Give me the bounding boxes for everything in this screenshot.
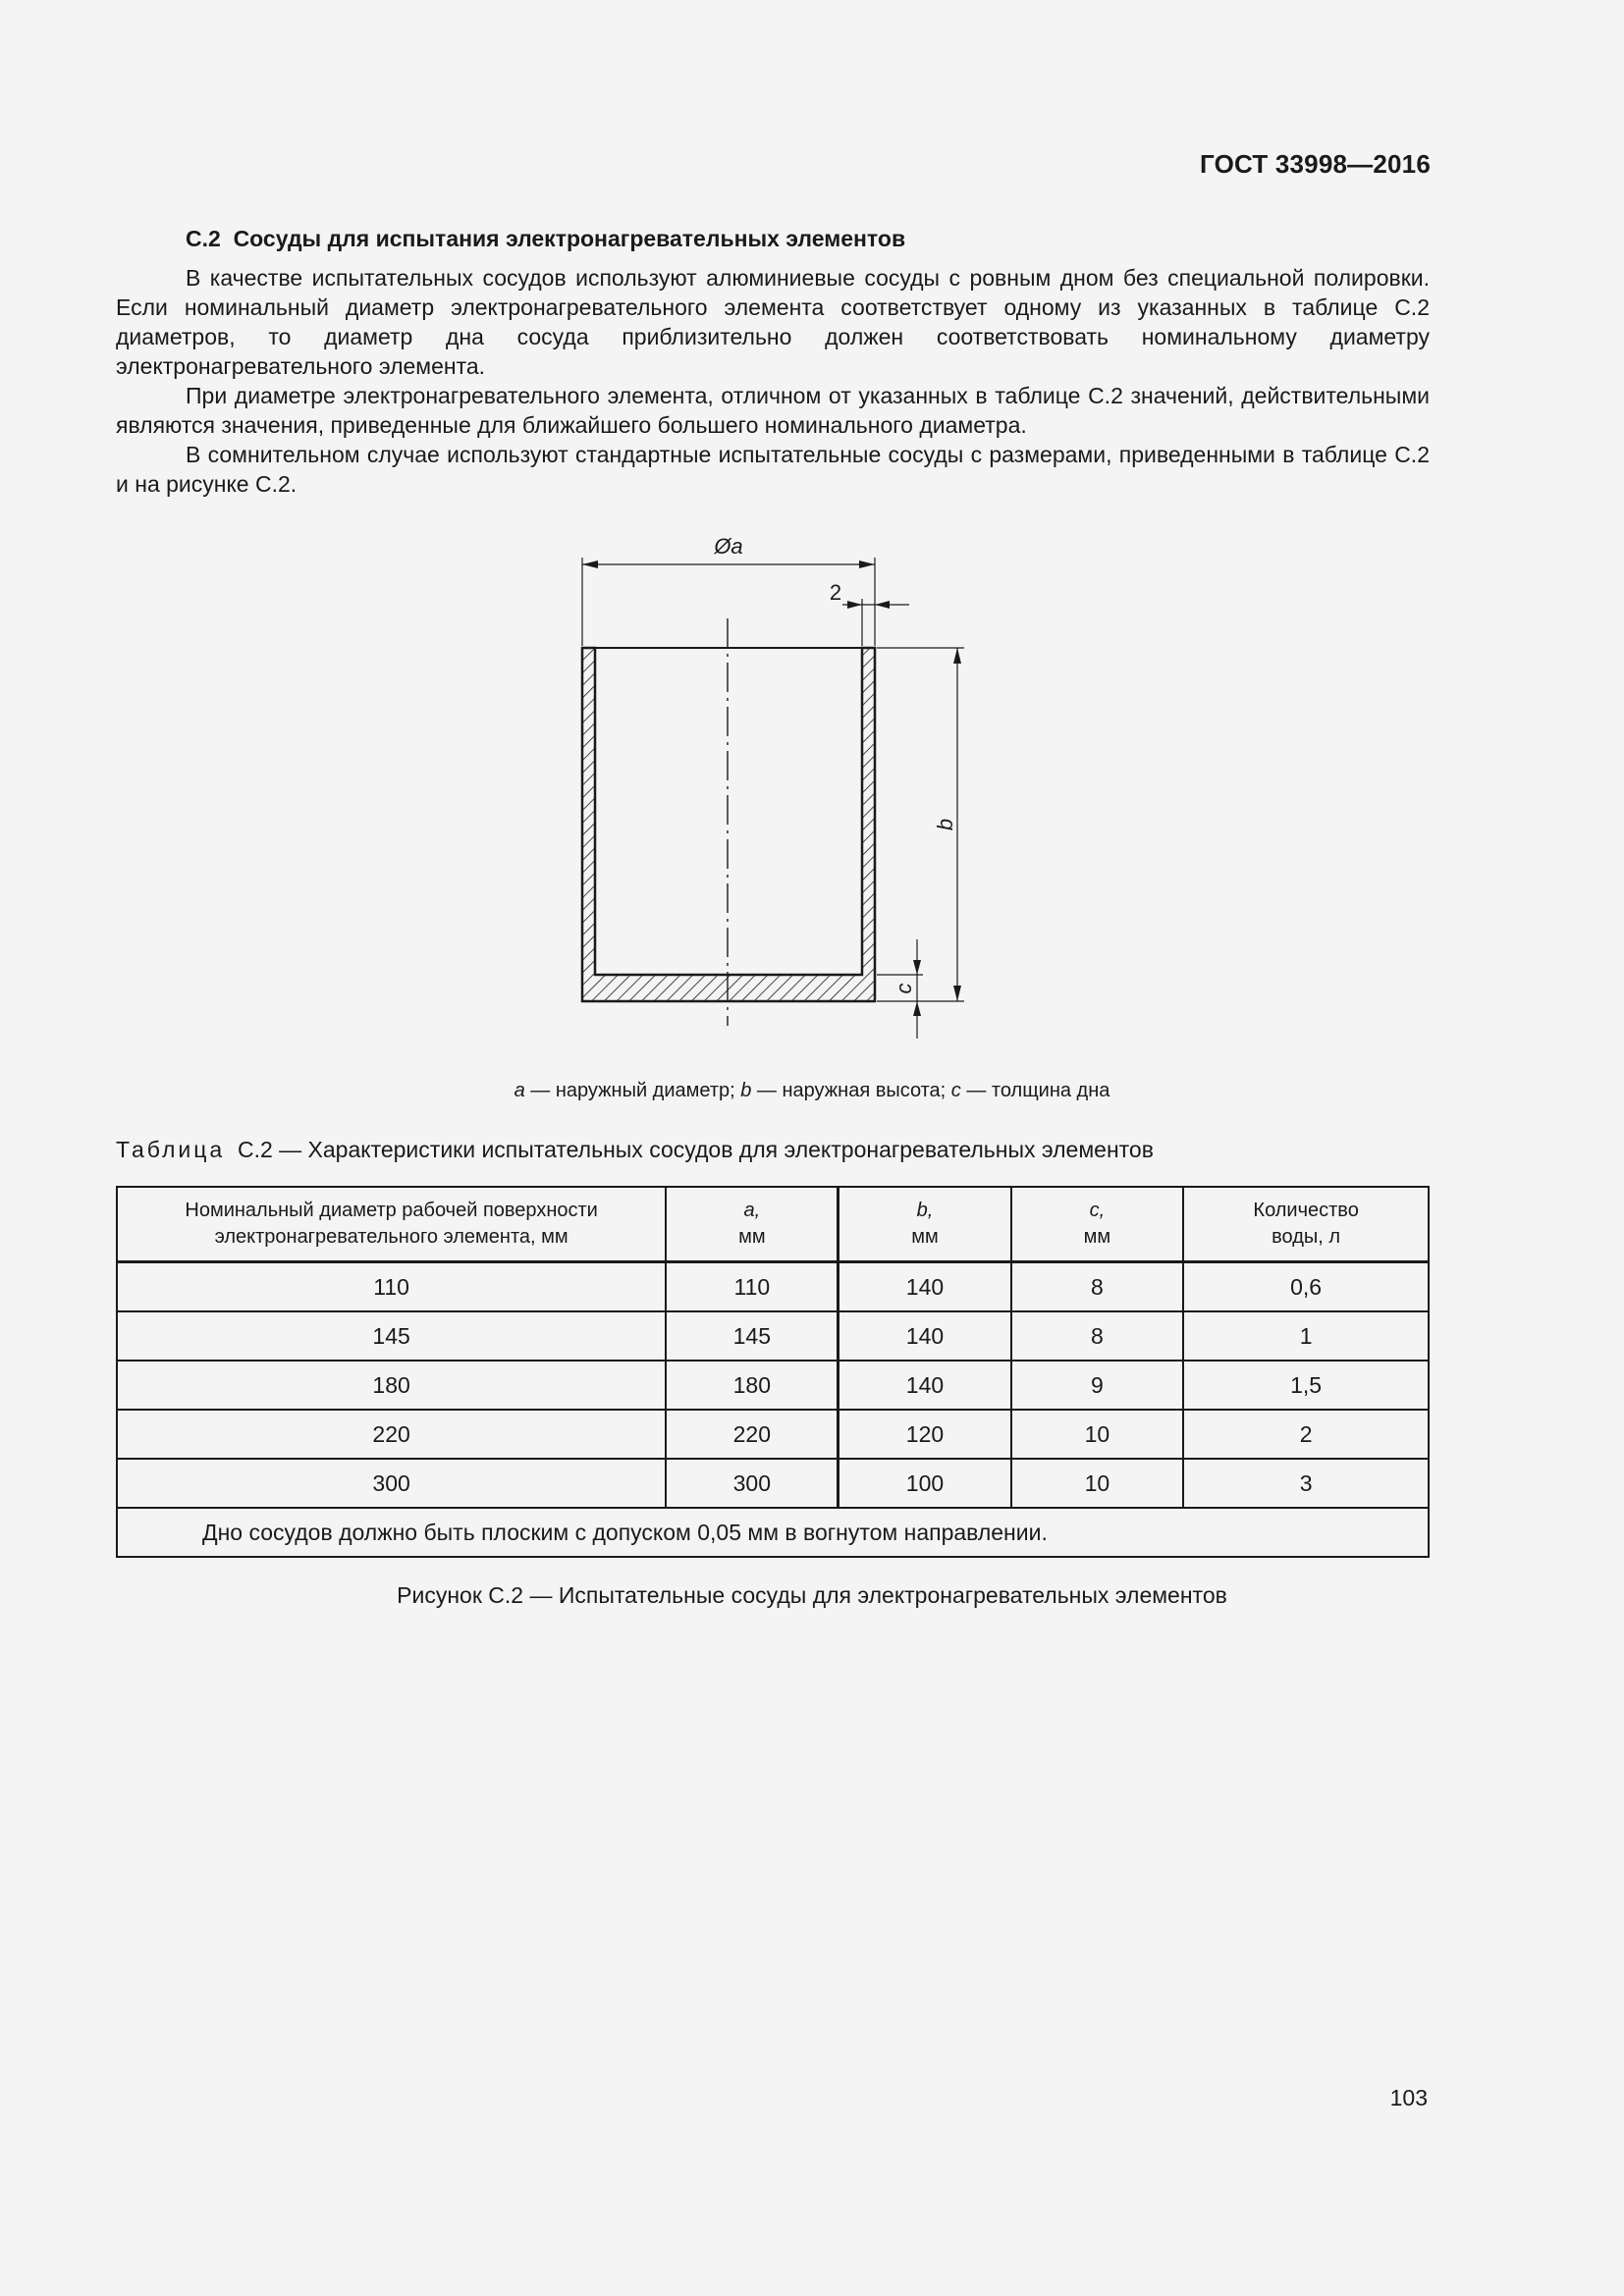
page-number: 103: [1389, 2085, 1428, 2110]
table-row: 110 110 140 8 0,6: [117, 1262, 1429, 1312]
standard-number: ГОСТ 33998—2016: [1200, 149, 1431, 179]
section-title: С.2 Сосуды для испытания электронагревательных элементов: [186, 226, 906, 251]
header-cell: a, мм: [666, 1187, 839, 1262]
wall-thickness-label: 2: [829, 580, 842, 605]
figure-caption: Рисунок С.2 — Испытательные сосуды для электронагревательных элементов: [397, 1582, 1227, 1608]
height-label: b: [933, 818, 957, 831]
table-note-row: [117, 1508, 1429, 1557]
header-cell: b, мм: [839, 1187, 1011, 1262]
header-cell: Номинальный диаметр рабочей поверхности электронагревательного элемента, мм: [117, 1187, 666, 1262]
paragraph: В сомнительном случае используют стандартные испытательные сосуды с размерами, приведенными в таблице С.2 и на рисунке С.2.: [116, 442, 1430, 497]
diameter-label: Øa: [714, 534, 743, 559]
table-row: 145 145 140 8 1: [117, 1311, 1429, 1361]
table-title: Таблица С.2 — Характеристики испытательных сосудов для электронагревательных элементов: [116, 1137, 1154, 1162]
bottom-thickness-label: c: [892, 983, 916, 994]
legend-symbol: b: [740, 1080, 752, 1101]
paragraph: При диаметре электронагревательного элемента, отличном от указанных в таблице С.2 значений, действительными являются значения, приведенные для ближайшего большего номинального диаметра.: [116, 383, 1430, 438]
vessel-section: [582, 648, 875, 1001]
figure-legend: a — наружный диаметр; b — наружная высота; c — толщина дна: [514, 1080, 1110, 1101]
table-note: Дно сосудов должно быть плоским с допуском 0,05 мм в вогнутом направлении.: [117, 1508, 1429, 1557]
vessel-characteristics-table: [116, 1186, 1430, 1558]
body-text: [116, 263, 1430, 499]
vessel-drawing: [560, 520, 992, 1050]
table-row: 220 220 120 10 2: [117, 1410, 1429, 1459]
table-row: 180 180 140 9 1,5: [117, 1361, 1429, 1410]
table-row: 300 300 100 10 3: [117, 1459, 1429, 1508]
legend-symbol: a: [514, 1080, 525, 1101]
header-cell: c, мм: [1011, 1187, 1184, 1262]
paragraph: В качестве испытательных сосудов используют алюминиевые сосуды с ровным дном без специальной полировки. Если номинальный диаметр электронагревательного элемента соответствует одному из указанных в таблице С.2 диаметров, то диаметр дна сосуда приблизительно должен соответствовать номинальному диаметру электронагревательного элемента.: [116, 265, 1430, 379]
legend-symbol: c: [950, 1080, 961, 1101]
table-header-row: [117, 1187, 1429, 1262]
header-cell: Количество воды, л: [1183, 1187, 1429, 1262]
